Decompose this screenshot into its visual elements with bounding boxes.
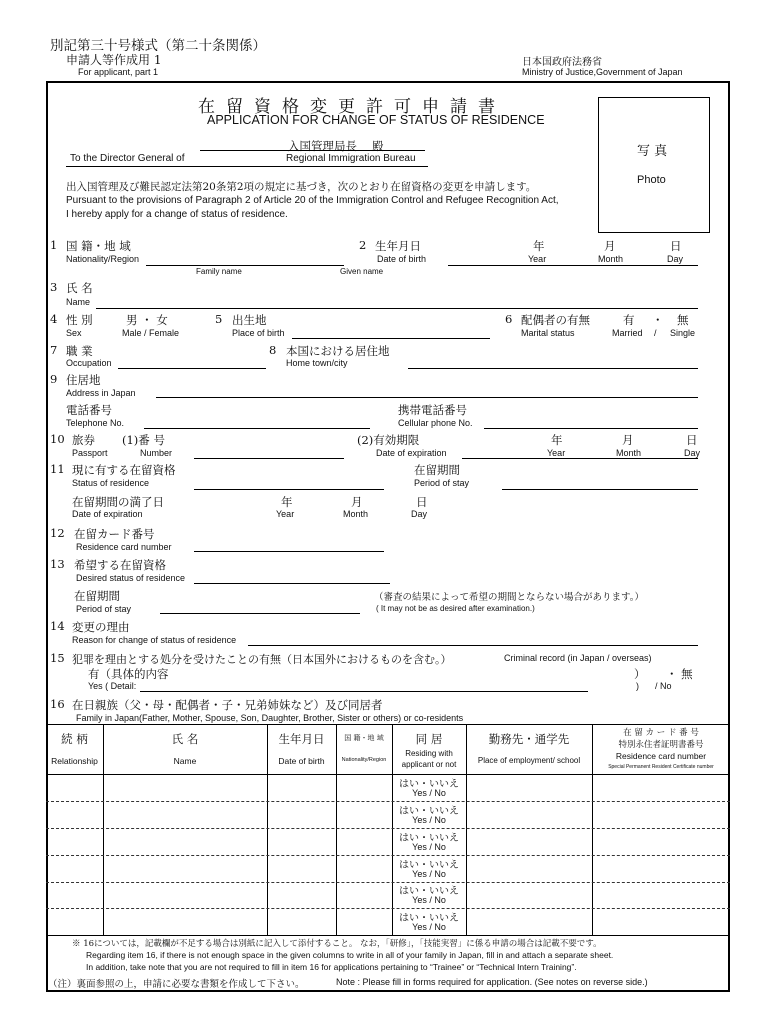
applicant-copy-en: For applicant, part 1	[78, 67, 159, 77]
ministry-en: Ministry of Justice,Government of Japan	[522, 67, 683, 77]
intro-jp: 出入国管理及び難民認定法第20条第2項の規定に基づき，次のとおり在留資格の変更を申請します。	[66, 181, 537, 193]
item-6-label-jp: 配偶者の有無	[521, 313, 590, 327]
item-8-label-jp: 本国における居住地	[286, 344, 390, 358]
table-header-border	[46, 774, 730, 775]
col-sep	[336, 724, 337, 935]
item-14-label-jp: 変更の理由	[72, 620, 130, 634]
expiry-year-jp: 年	[281, 495, 293, 509]
bottom-note-jp: （注）裏面参照の上，申請に必要な書類を作成して下さい。	[48, 979, 305, 990]
passport-month-jp: 月	[622, 433, 634, 447]
item-2-label-jp: 生年月日	[375, 239, 421, 253]
row-sep	[46, 882, 730, 883]
addressee-underline	[66, 166, 428, 167]
col-header-card-jp2: 特別永住者証明書番号	[618, 740, 704, 750]
item-9-label-en: Address in Japan	[66, 388, 136, 398]
dob-day-jp: 日	[670, 239, 682, 253]
item-16-num: 16	[50, 697, 65, 711]
item-2-num: 2	[359, 238, 367, 252]
item-2-label-en: Date of birth	[377, 254, 427, 264]
dob-input[interactable]	[448, 265, 698, 266]
item-5-label-en: Place of birth	[232, 328, 285, 338]
item-3-num: 3	[50, 280, 58, 294]
item-14-label-en: Reason for change of status of residence	[72, 635, 237, 645]
expiry-month-en: Month	[343, 509, 369, 519]
item-9-label-jp: 住居地	[66, 373, 101, 387]
row-2-residing-jp[interactable]: はい・いいえ	[399, 806, 459, 817]
footnote-jp: ※ 16については，記載欄が不足する場合は別紙に記入して添付すること。 なお，「研修」，「技能実習」に係る申請の場合は記載不要です。	[72, 939, 602, 949]
bottom-note-en: Note : Please fill in forms required for application. (See notes on reverse side.)	[336, 977, 648, 987]
title-en: APPLICATION FOR CHANGE OF STATUS OF RESIDENCE	[207, 113, 545, 127]
item-13-label-en: Desired status of residence	[76, 573, 186, 583]
expiry-month-jp: 月	[351, 495, 363, 509]
period-label-jp: 在留期間	[414, 463, 460, 477]
expiry-label-jp: 在留期間の満了日	[72, 495, 164, 509]
crime-yes-en: Yes ( Detail:	[88, 681, 137, 691]
to-director-en: To the Director General of	[70, 153, 185, 164]
col-header-residing-en2: applicant or not	[401, 760, 457, 769]
marital-slash: /	[654, 328, 657, 338]
col-header-relationship-en: Relationship	[51, 756, 98, 766]
hometown-input[interactable]	[408, 368, 698, 369]
item-1-num: 1	[50, 238, 58, 252]
marital-yes-en: Married	[612, 328, 643, 338]
col-header-dob-jp: 生年月日	[278, 732, 325, 746]
col-header-name-jp: 氏 名	[171, 732, 199, 746]
current-status-input[interactable]	[194, 489, 384, 490]
desired-period-input[interactable]	[160, 613, 360, 614]
row-3-residing-jp[interactable]: はい・いいえ	[399, 833, 459, 844]
passport-exp-en: Date of expiration	[376, 448, 447, 458]
dob-year-en: Year	[528, 254, 547, 264]
passport-year-en: Year	[547, 448, 566, 458]
row-sep	[46, 801, 730, 802]
item-7-num: 7	[50, 343, 58, 357]
row-5-residing-jp[interactable]: はい・いいえ	[399, 886, 459, 897]
photo-label-jp: 写 真	[637, 144, 668, 159]
item-3-label-en: Name	[66, 297, 91, 307]
item-8-num: 8	[269, 343, 277, 357]
applicant-copy-jp: 申請人等作成用 1	[66, 53, 162, 67]
item-14-num: 14	[50, 619, 65, 633]
item-6-num: 6	[505, 312, 513, 326]
row-2-residing-en: Yes / No	[412, 815, 446, 825]
item-15-label-jp: 犯罪を理由とする処分を受けたことの有無（日本国外におけるものを含む。）	[72, 653, 452, 666]
item-9-num: 9	[50, 372, 58, 386]
footnote-en-2: In addition, take note that you are not required to fill in item 16 for applications pertaining to “Trainee” or “Technical Intern Training”.	[86, 962, 577, 972]
marital-no-en: Single	[670, 328, 696, 338]
item-15-label-en: Criminal record (in Japan / overseas)	[504, 653, 652, 663]
bureau-input-line[interactable]	[200, 150, 425, 151]
item-12-num: 12	[50, 526, 65, 540]
intro-en-1: Pursuant to the provisions of Paragraph 2 of Article 20 of the Immigration Control and Refugee Recognition Act,	[66, 195, 559, 206]
crime-close-jp: ）	[634, 667, 646, 681]
item-11-label-jp: 現に有する在留資格	[72, 463, 176, 477]
ministry-jp: 日本国政府法務省	[522, 57, 602, 68]
address-input[interactable]	[156, 397, 698, 398]
expiry-year-en: Year	[276, 509, 295, 519]
marital-yes-jp[interactable]: 有	[623, 313, 635, 327]
item-13-label-jp: 希望する在留資格	[74, 558, 166, 572]
expiry-day-en: Day	[411, 509, 428, 519]
family-name-hint: Family name	[196, 267, 242, 276]
item-1-label-en: Nationality/Region	[66, 254, 140, 264]
occupation-input[interactable]	[118, 368, 266, 369]
item-16-label-jp: 在日親族（父・母・配偶者・子・兄弟姉妹など）及び同居者	[72, 698, 383, 712]
row-4-residing-jp[interactable]: はい・いいえ	[399, 860, 459, 871]
col-header-card-jp1: 在 留 カ ー ド 番 号	[623, 728, 699, 738]
col-header-employment-en: Place of employment/ school	[477, 756, 581, 765]
item-10-label-jp: 旅券	[72, 433, 95, 447]
footnote-en-1: Regarding item 16, if there is not enough space in the given columns to write in all of your family in Japan, fill in and attach a separate sheet.	[86, 950, 614, 960]
row-6-residing-jp[interactable]: はい・いいえ	[399, 913, 459, 924]
desired-status-input[interactable]	[194, 583, 390, 584]
cellphone-input[interactable]	[484, 428, 698, 429]
row-sep	[46, 908, 730, 909]
item-16-label-en: Family in Japan(Father, Mother, Spouse, Son, Daughter, Brother, Sister or others) or co-residents	[76, 713, 464, 723]
title-jp: 在留資格変更許可申請書	[198, 97, 506, 117]
dob-day-en: Day	[667, 254, 684, 264]
item-13-num: 13	[50, 557, 65, 571]
marital-no-jp[interactable]: 無	[677, 313, 689, 327]
crime-close-en: )	[636, 681, 639, 691]
desired-period-note-en: ( It may not be as desired after examination.)	[376, 604, 535, 613]
passport-month-en: Month	[616, 448, 642, 458]
desired-period-note-jp: （審査の結果によって希望の期間とならない場合があります。）	[374, 592, 644, 603]
row-sep	[46, 828, 730, 829]
row-5-residing-en: Yes / No	[412, 895, 446, 905]
item-5-label-jp: 出生地	[232, 313, 267, 327]
expiry-label-en: Date of expiration	[72, 509, 143, 519]
passport-number-jp: (1)番 号	[122, 433, 165, 447]
bureau-en: Regional Immigration Bureau	[286, 153, 416, 164]
col-header-relationship-jp: 続 柄	[61, 732, 88, 746]
row-6-residing-en: Yes / No	[412, 922, 446, 932]
row-sep	[46, 855, 730, 856]
crime-detail-input[interactable]	[140, 691, 588, 692]
reason-input[interactable]	[248, 645, 698, 646]
passport-number-en: Number	[140, 448, 173, 458]
birthplace-input[interactable]	[292, 338, 490, 339]
given-name-hint: Given name	[340, 267, 384, 276]
crime-no-en: / No	[655, 681, 672, 691]
sex-options-en: Male / Female	[122, 328, 180, 338]
item-7-label-en: Occupation	[66, 358, 112, 368]
cell-label-jp: 携帯電話番号	[398, 403, 467, 417]
passport-day-jp: 日	[686, 433, 698, 447]
col-header-name-en: Name	[173, 756, 197, 766]
item-6-label-en: Marital status	[521, 328, 575, 338]
col-header-employment-jp: 勤務先・通学先	[488, 732, 570, 746]
dob-year-jp: 年	[533, 239, 545, 253]
row-1-residing-jp[interactable]: はい・いいえ	[399, 779, 459, 790]
item-15-num: 15	[50, 651, 65, 665]
cell-label-en: Cellular phone No.	[398, 418, 473, 428]
residence-card-input[interactable]	[194, 551, 384, 552]
item-1-label-jp: 国 籍・地 域	[66, 239, 131, 253]
row-1-residing-en: Yes / No	[412, 788, 446, 798]
item-10-num: 10	[50, 432, 65, 446]
name-input[interactable]	[96, 308, 698, 309]
tel-label-en: Telephone No.	[66, 418, 125, 428]
col-header-residing-en1: Residing with	[405, 749, 453, 758]
dob-month-en: Month	[598, 254, 624, 264]
item-4-label-en: Sex	[66, 328, 82, 338]
dob-month-jp: 月	[604, 239, 616, 253]
sex-options-jp[interactable]: 男 ・ 女	[126, 313, 168, 327]
item-11-num: 11	[50, 462, 65, 476]
col-header-residing-jp: 同 居	[415, 732, 443, 746]
passport-exp-input[interactable]	[462, 458, 698, 459]
passport-number-input[interactable]	[194, 458, 344, 459]
tel-label-jp: 電話番号	[66, 403, 112, 417]
passport-year-jp: 年	[551, 433, 563, 447]
item-12-label-jp: 在留カード番号	[74, 527, 155, 541]
item-7-label-jp: 職 業	[66, 344, 93, 358]
col-header-nationality-jp: 国 籍・地 域	[344, 734, 384, 742]
period-label-en: Period of stay	[414, 478, 470, 488]
col-header-card-en2: Special Permanent Resident Certificate number	[608, 764, 714, 770]
item-12-label-en: Residence card number	[76, 542, 172, 552]
table-bottom-border	[46, 935, 730, 936]
marital-dot: ・	[652, 313, 664, 327]
item-5-num: 5	[215, 312, 223, 326]
intro-en-2: I hereby apply for a change of status of residence.	[66, 209, 288, 220]
item-4-label-jp: 性 別	[66, 313, 93, 327]
current-period-input[interactable]	[502, 489, 698, 490]
passport-day-en: Day	[684, 448, 701, 458]
item-8-label-en: Home town/city	[286, 358, 348, 368]
row-4-residing-en: Yes / No	[412, 869, 446, 879]
col-header-dob-en: Date of birth	[278, 756, 325, 766]
item-4-num: 4	[50, 312, 58, 326]
item-10-label-en: Passport	[72, 448, 108, 458]
crime-yes-jp[interactable]: 有（具体的内容	[88, 667, 169, 681]
bureau-jp: 入国管理局長 殿	[288, 139, 384, 153]
nationality-input[interactable]	[146, 265, 344, 266]
col-header-card-en1: Residence card number	[615, 751, 707, 761]
item-3-label-jp: 氏 名	[66, 281, 93, 295]
col-header-nationality-en: Nationality/Region	[341, 757, 387, 763]
desired-period-jp: 在留期間	[74, 589, 120, 603]
row-3-residing-en: Yes / No	[412, 842, 446, 852]
desired-period-en: Period of stay	[76, 604, 132, 614]
form-id: 別記第三十号様式（第二十条関係）	[50, 38, 266, 54]
photo-box[interactable]	[598, 97, 710, 233]
expiry-day-jp: 日	[416, 495, 428, 509]
crime-no-jp[interactable]: ・ 無	[666, 667, 693, 681]
passport-exp-jp: (2)有効期限	[357, 433, 420, 447]
photo-label-en: Photo	[637, 174, 666, 186]
item-11-label-en: Status of residence	[72, 478, 150, 488]
telephone-input[interactable]	[144, 428, 370, 429]
table-top-border	[46, 724, 730, 725]
